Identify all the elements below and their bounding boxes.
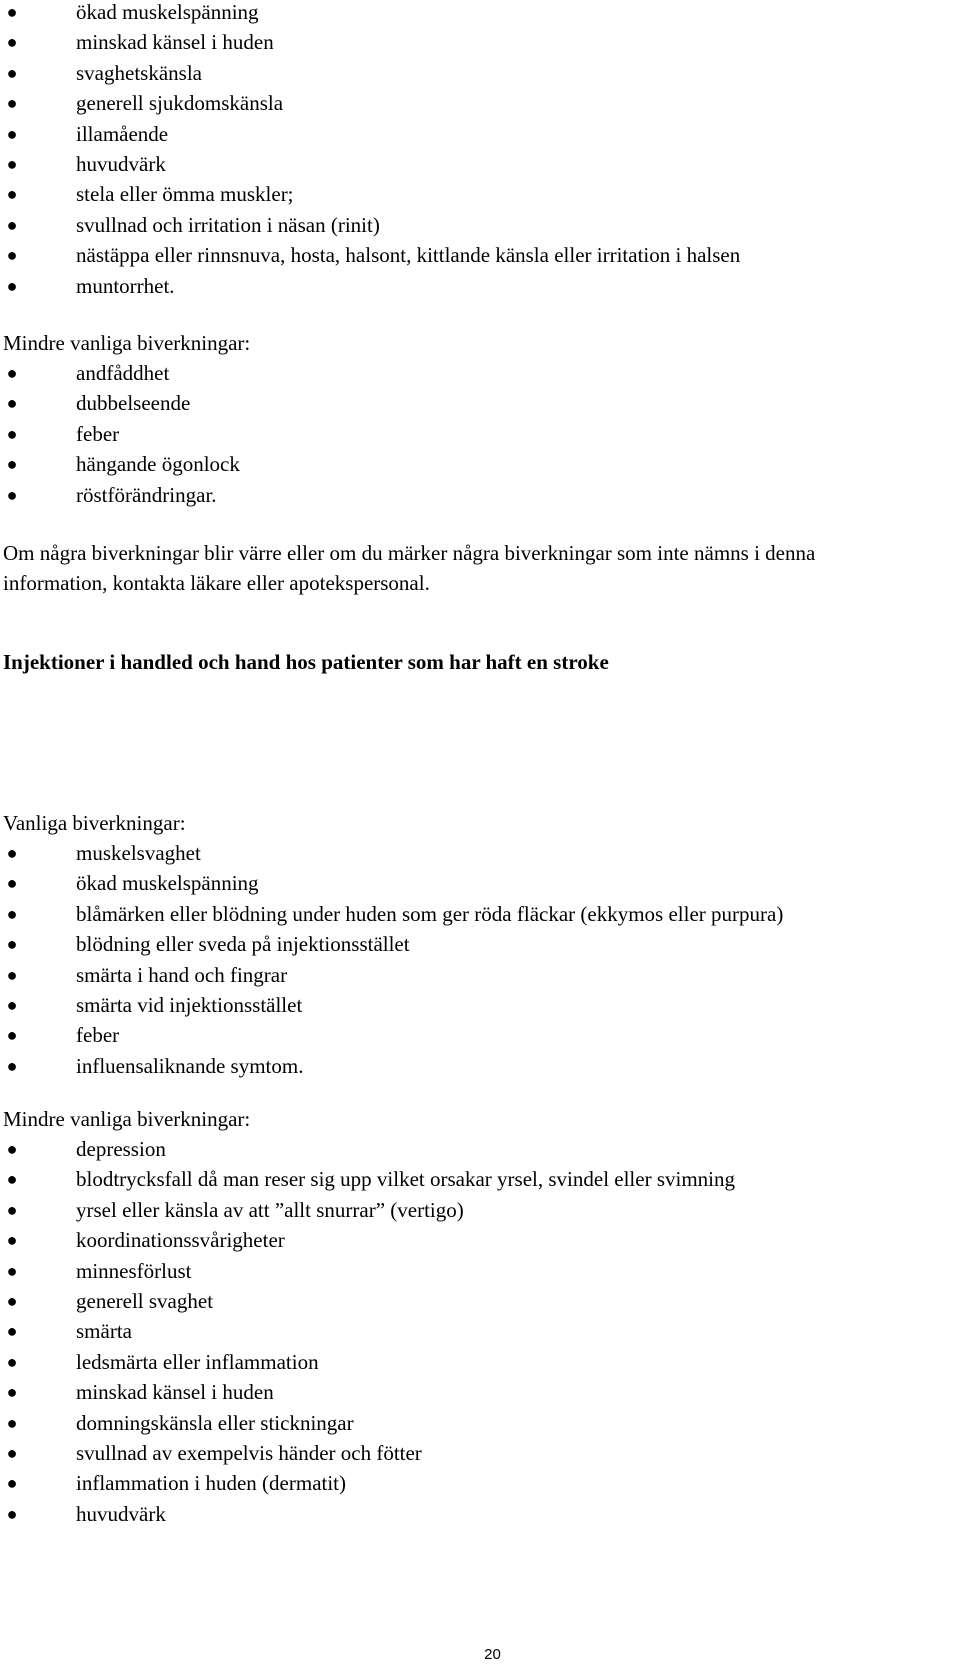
bullet-icon: ● (6, 423, 18, 444)
bullet-icon: ● (6, 1139, 18, 1159)
bullet-icon: ● (6, 903, 18, 924)
document-page: ● ökad muskelspänning ● minskad känsel i huden ● svaghetskänsla ● generell sjukdomskänsla ● illamående ● huvudvärk ● stela eller ömma muskler; ● svullnad och irritation i näsan (rinit) ● nästäppa eller rinnsnuva, hosta, halsont, kittlande känsla eller irritation i halsen ● muntorrhet. Mindre vanliga biverkningar: ● andfåddhet ● dubbelseende ● feber ● hängande ögonlock ● röstförändringar. Om några biverkningar blir värre eller om du märker några biverkningar som inte nämns i denna information, kontakta läkare eller apotekspersonal. Injektioner i handled och hand hos patienter som har haft en stroke Vanliga biverkningar: ● muskelsvaghet ● ökad muskelspänning ● blåmärken eller blödning under huden som ger röda fläckar (ekkymos eller purpura) ● blödning eller sveda på injektionsstället ● smärta i hand och fingrar ● smärta vid injektionsstället ● feber ● influensaliknande symtom. Mindre vanliga biverkningar: ● depression ● blodtrycksfall då man reser sig upp vilket orsakar yrsel, svindel eller svimning ● yrsel eller känsla av att ”allt snurrar” (vertigo) ● koordinationssvårigheter ● minnesförlust ● generell svaghet ● smärta ● ledsmärta eller inflammation ● minskad känsel i huden ● domningskänsla eller stickningar ● svullnad av exempelvis händer och fötter ● inflammation i huden (dermatit) ● huvudvärk 20 (0, 0, 960, 1667)
bullet-icon: ● (6, 62, 18, 83)
bullet-icon: ● (6, 245, 18, 266)
uncommon-heading-2: Mindre vanliga biverkningar: (3, 1107, 251, 1131)
bullet-icon: ● (6, 1412, 18, 1433)
bullet-icon: ● (6, 93, 18, 114)
common-heading: Vanliga biverkningar: (3, 811, 186, 835)
bullet-icon: ● (6, 1321, 18, 1342)
bullet-icon: ● (6, 1260, 18, 1281)
bullet-icon: ● (6, 873, 18, 894)
bullet-icon: ● (6, 1503, 18, 1524)
bullet-icon: ● (6, 964, 18, 985)
bullet-icon: ● (6, 934, 18, 955)
bullet-icon: ● (6, 214, 18, 235)
notice-line-1: Om några biverkningar blir värre eller om du märker några biverkningar som inte nämns i denna (3, 541, 816, 565)
bullet-icon: ● (6, 843, 18, 863)
bullet-icon: ● (6, 1199, 18, 1220)
uncommon-heading-1: Mindre vanliga biverkningar: (3, 331, 251, 355)
notice-paragraph (3, 538, 953, 598)
bullet-icon: ● (6, 2, 18, 22)
section-title: Injektioner i handled och hand hos patienter som har haft en stroke (3, 650, 609, 674)
bullet-icon: ● (6, 1382, 18, 1403)
page-number: 20 (484, 1646, 501, 1663)
bullet-icon: ● (6, 275, 18, 296)
bullet-icon: ● (6, 32, 18, 53)
bullet-icon: ● (6, 1442, 18, 1463)
bullet-icon: ● (6, 484, 18, 505)
notice-line-2: information, kontakta läkare eller apotekspersonal. (3, 571, 430, 595)
bullet-icon: ● (6, 1473, 18, 1494)
bullet-icon: ● (6, 363, 18, 383)
bullet-icon: ● (6, 1169, 18, 1190)
bullet-icon: ● (6, 1055, 18, 1076)
bullet-icon: ● (6, 184, 18, 205)
bullet-icon: ● (6, 123, 18, 144)
bullet-icon: ● (6, 994, 18, 1015)
bullet-icon: ● (6, 1351, 18, 1372)
bullet-icon: ● (6, 1230, 18, 1251)
bullet-icon: ● (6, 454, 18, 475)
bullet-icon: ● (6, 1025, 18, 1046)
bullet-icon: ● (6, 1290, 18, 1311)
bullet-icon: ● (6, 393, 18, 414)
bullet-icon: ● (6, 153, 18, 174)
